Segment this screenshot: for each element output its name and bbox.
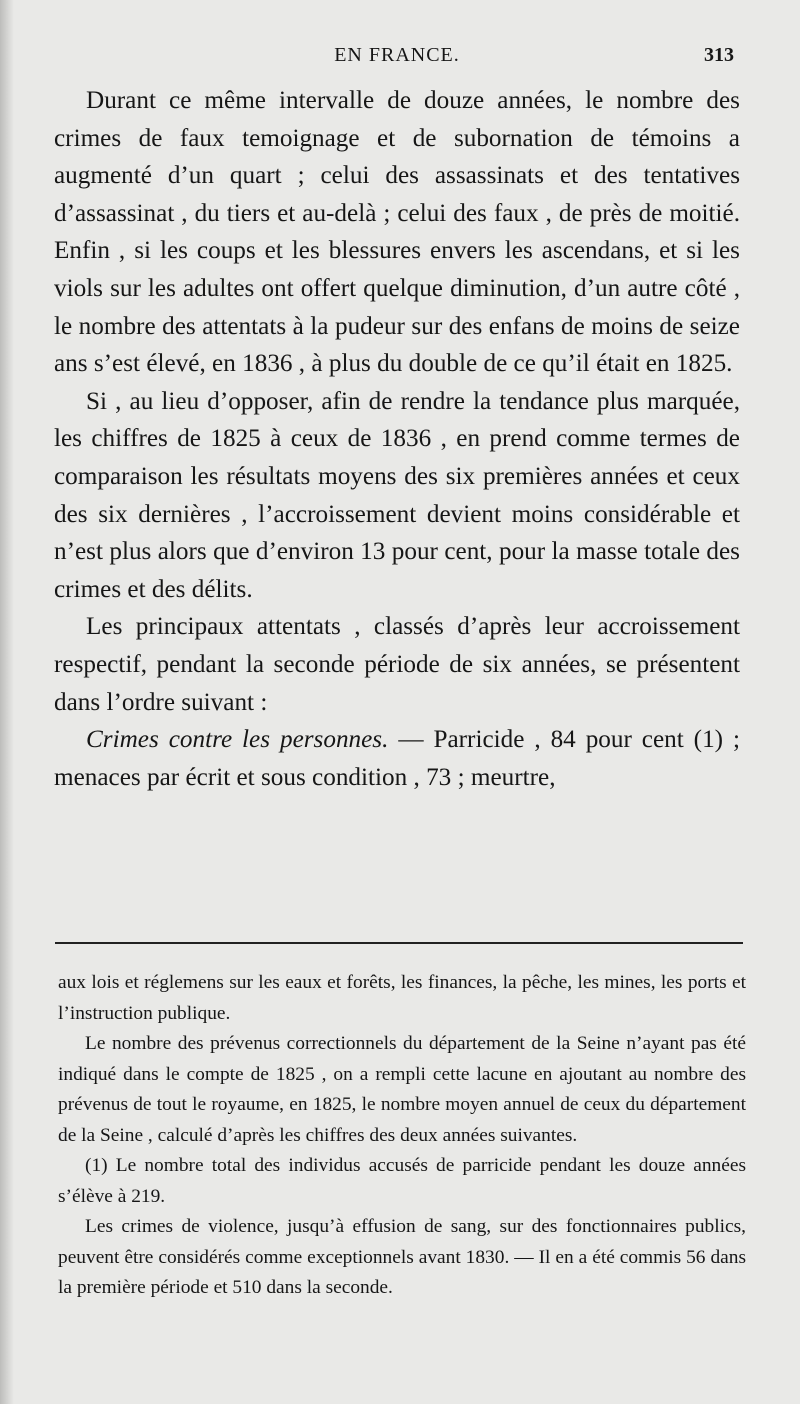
crimes-heading: Crimes contre les personnes. [86,726,389,754]
footnotes [58,968,746,1304]
paragraph-4-text: — Parricide , 84 pour cent (1) ; menaces par écrit et sous condition , 73 ; meurtre, [54,726,740,791]
running-head: EN FRANCE. [334,44,460,66]
main-text [54,82,740,796]
paragraph-3: Les principaux attentats , classés d’après leur accroissement respectif, pendant la seconde période de six années, se présentent dans l’ordre suivant : [54,613,740,716]
paragraph-1: Durant ce même intervalle de douze années, le nombre des crimes de faux temoignage et de subornation de témoins a augmenté d’un quart ; celui des assassinats et des tentatives d’assassinat , du tiers et au-delà ; celui des faux , de près de moitié. Enfin , si les coups et les blessures envers les ascendans, et si les viols sur les adultes ont offert quelque diminution, d’un autre côté , le nombre des attentats à la pudeur sur des enfans de moins de seize ans s’est élevé, en 1836 , à plus du double de ce qu’il était en 1825. [54,87,740,378]
page-number: 313 [704,44,734,66]
paragraph-2: Si , au lieu d’opposer, afin de rendre la tendance plus marquée, les chiffres de 1825 à ceux de 1836 , en prend comme termes de comparaison les résultats moyens des six premières années et ceux des six dernières , l’accroissement devient moins considérable et n’est plus alors que d’environ 13 pour cent, pour la masse totale des crimes et des délits. [54,387,740,603]
footnote-continuation: aux lois et réglemens sur les eaux et forêts, les finances, la pêche, les mines, les ports et l’instruction publique. [58,972,746,1024]
footnote-1: (1) Le nombre total des individus accusés de parricide pendant les douze années s’élève à 219. [58,1155,746,1207]
page-edge-shadow [0,0,14,1404]
footnote-seine: Le nombre des prévenus correctionnels du département de la Seine n’ayant pas été indiqué dans le compte de 1825 , on a rempli cette lacune en ajoutant au nombre des prévenus de tout le royaume, en 1825, le nombre moyen annuel de ceux du département de la Seine , calculé d’après les chiffres des deux années suivantes. [58,1033,746,1146]
footnote-violence: Les crimes de violence, jusqu’à effusion de sang, sur des fonctionnaires publics, peuvent être considérés comme exceptionnels avant 1830. — Il en a été commis 56 dans la première période et 510 dans la seconde. [58,1216,746,1298]
footnote-rule [55,942,743,944]
paragraph-4 [54,721,740,796]
page-header [52,40,742,76]
